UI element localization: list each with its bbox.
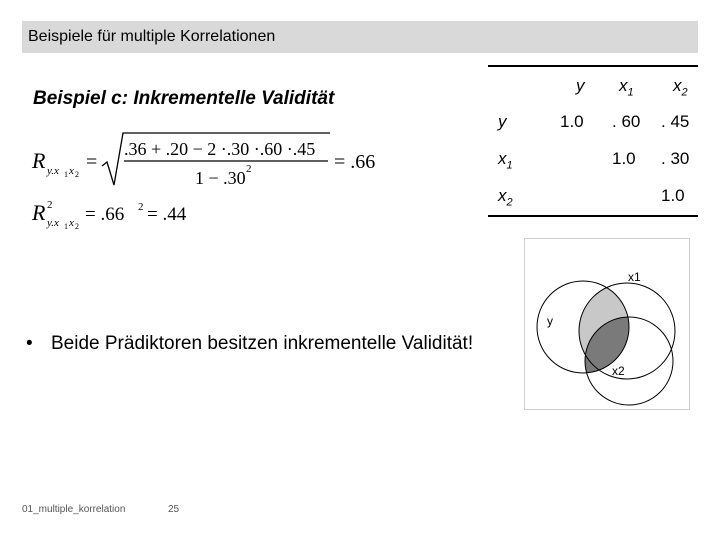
matrix-col-header-x2: $x_2$ <box>673 76 688 99</box>
formula2-superscript: 2 <box>47 199 53 211</box>
venn-label-y: y <box>547 314 553 328</box>
formula2-result: = .44 <box>147 204 187 225</box>
venn-label-x2: x2 <box>612 364 625 378</box>
formula1-denominator: 1 − .30 <box>195 168 246 188</box>
correlation-matrix <box>488 65 698 217</box>
formula2-exponent: 2 <box>138 201 144 213</box>
matrix-cell-x2-x2: 1.0 <box>661 186 685 205</box>
footer-filename: 01_multiple_korrelation <box>22 504 126 515</box>
slide-title: Beispiele für multiple Korrelationen <box>28 28 276 45</box>
formula1-sub-index2: 2 <box>75 170 79 179</box>
bullet-text: Beide Prädiktoren besitzen inkrementelle Validität! <box>51 333 474 354</box>
matrix-row-header-x2: $x_2$ <box>498 186 513 209</box>
section-subtitle: Beispiel c: Inkrementelle Validität <box>33 88 335 109</box>
footer-page-number: 25 <box>168 504 180 515</box>
formula1-result: = .66 <box>334 151 376 173</box>
venn-diagram <box>524 238 690 410</box>
matrix-col-header-y: y <box>576 76 585 95</box>
venn-label-x1: x1 <box>628 270 641 284</box>
formula1-equals: = <box>86 151 98 173</box>
bullet-marker: • <box>26 333 33 354</box>
matrix-row-header-x1: $x_1$ <box>498 149 513 172</box>
matrix-bottom-rule <box>488 215 698 217</box>
formula2-sub: y.x <box>47 217 59 229</box>
matrix-row-header-y: y <box>498 112 507 131</box>
formula1-r: R <box>32 148 46 173</box>
formula2-sub-index2: 2 <box>75 222 79 231</box>
formula1-sub: y.x <box>47 165 59 177</box>
formula1-numerator: .36 + .20 − 2 ·.30 ·.60 ·.45 <box>124 139 316 159</box>
formula1-sub-index1: 1 <box>64 170 68 179</box>
matrix-col-header-x1: $x_1$ <box>619 76 634 99</box>
formula1-denominator-exponent: 2 <box>246 163 252 175</box>
matrix-cell-x1-x2: . 30 <box>661 149 690 168</box>
formula2-sub-x: x <box>69 217 74 229</box>
formula2-expression: = .66 <box>85 204 125 225</box>
formula-multiple-r <box>30 128 390 190</box>
formula-r-squared <box>30 196 230 236</box>
matrix-cell-y-y: 1.0 <box>560 112 584 131</box>
formula1-sub-x: x <box>69 165 74 177</box>
matrix-cell-x1-x1: 1.0 <box>612 149 636 168</box>
matrix-top-rule <box>488 65 698 67</box>
matrix-cell-y-x1: . 60 <box>612 112 641 131</box>
venn-svg <box>525 239 689 409</box>
slide-header <box>22 21 698 53</box>
formula2-sub-index1: 1 <box>64 222 68 231</box>
formula2-r: R <box>32 200 46 225</box>
matrix-cell-y-x2: . 45 <box>661 112 690 131</box>
